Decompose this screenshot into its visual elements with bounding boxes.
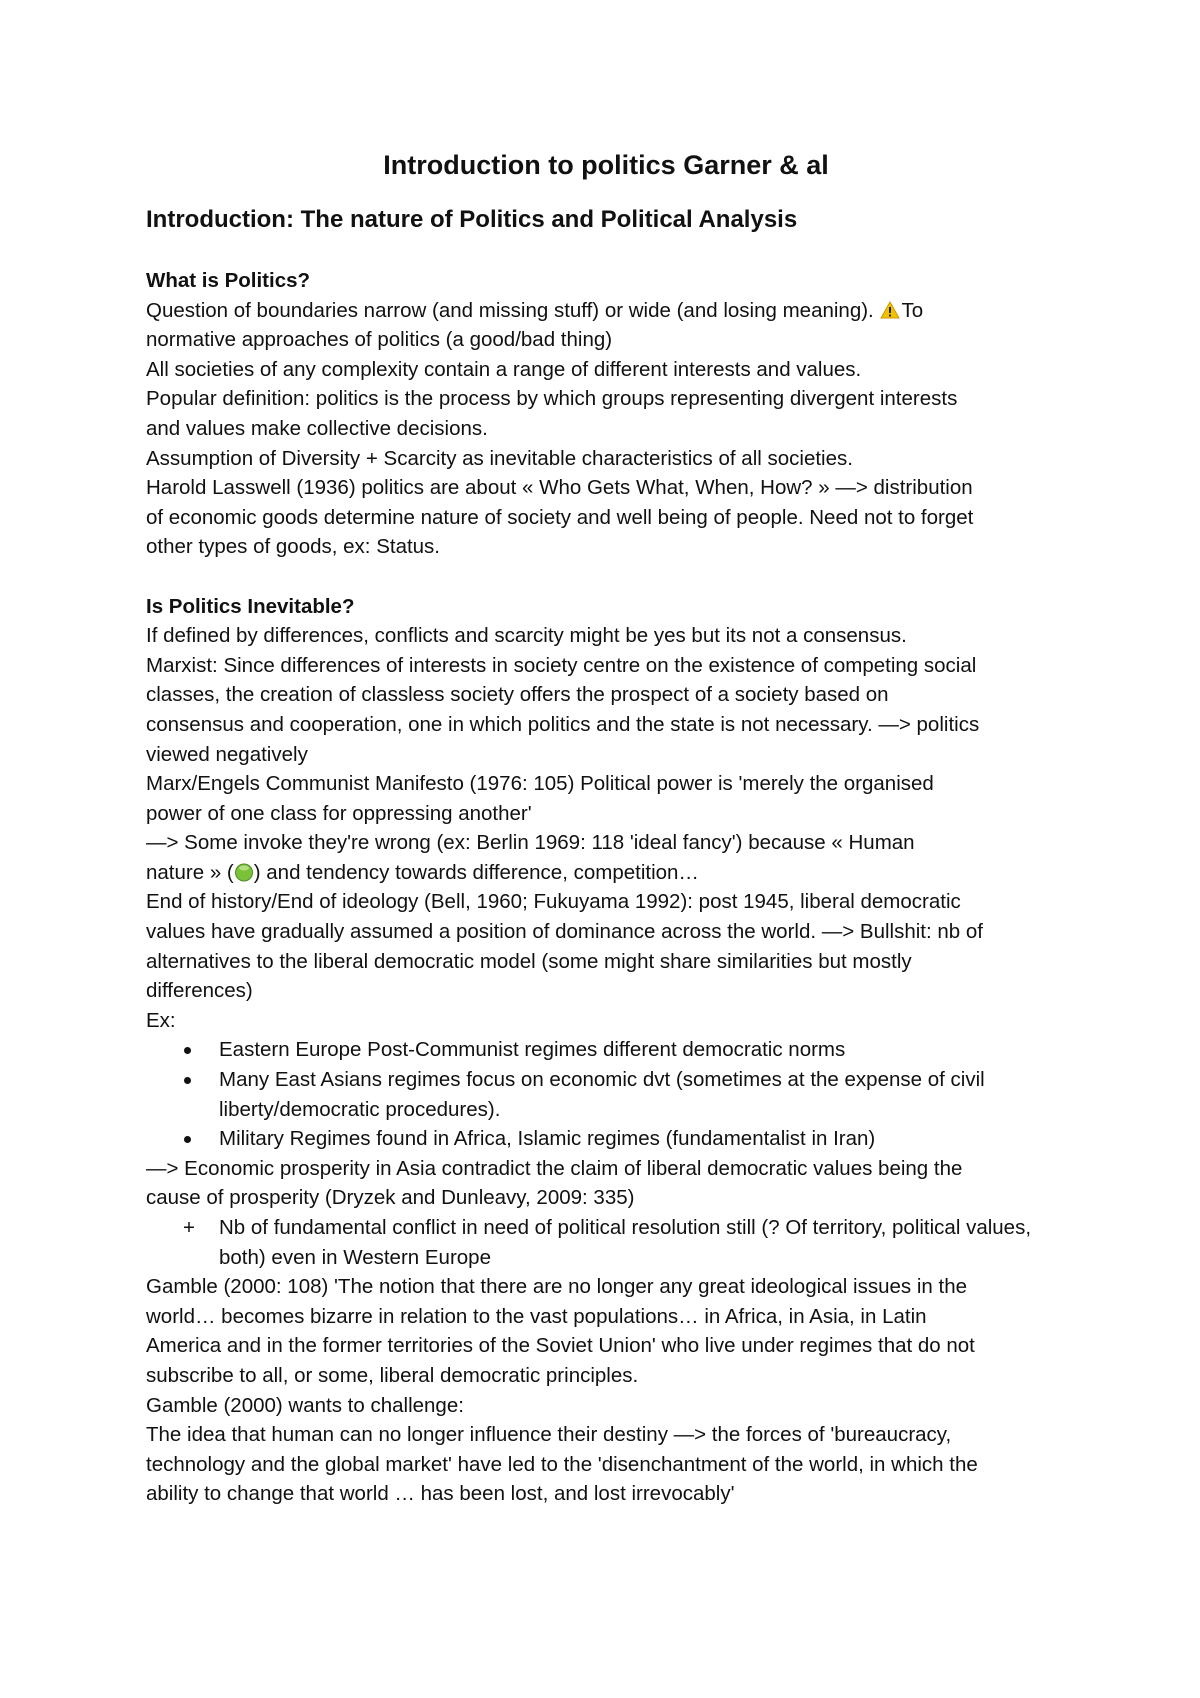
heading-what-is-politics: What is Politics? bbox=[146, 269, 311, 292]
list-item bbox=[146, 1213, 1066, 1272]
paragraph-line: ability to change that world … has been lost, and lost irrevocably' bbox=[146, 1482, 735, 1506]
paragraph-line: alternatives to the liberal democratic model (some might share similarities but mostly bbox=[146, 949, 912, 973]
paragraph-line: The idea that human can no longer influence their destiny —> the forces of 'bureaucracy, bbox=[146, 1423, 952, 1447]
plus-list bbox=[146, 1213, 1066, 1272]
paragraph-line: Gamble (2000: 108) 'The notion that there are no longer any great ideological issues in the bbox=[146, 1275, 968, 1299]
paragraph-line: cause of prosperity (Dryzek and Dunleavy, 2009: 335) bbox=[146, 1186, 635, 1210]
text-run: nature » ( bbox=[146, 860, 234, 884]
paragraph-line: other types of goods, ex: Status. bbox=[146, 535, 441, 559]
text-run: ) and tendency towards difference, competition… bbox=[253, 860, 699, 884]
paragraph-line: normative approaches of politics (a good/bad thing) bbox=[146, 328, 613, 352]
warning-icon bbox=[880, 301, 900, 319]
paragraph-line: viewed negatively bbox=[146, 742, 308, 766]
paragraph-line: consensus and cooperation, one in which politics and the state is not necessary. —> politics bbox=[146, 712, 980, 736]
bullet-list bbox=[146, 1035, 1066, 1153]
text-run: To bbox=[901, 298, 924, 322]
paragraph-line: values have gradually assumed a position of dominance across the world. —> Bullshit: nb of bbox=[146, 920, 983, 944]
paragraph-line: End of history/End of ideology (Bell, 1960; Fukuyama 1992): post 1945, liberal democratic bbox=[146, 890, 961, 914]
paragraph-line: America and in the former territories of the Soviet Union' who live under regimes that do not bbox=[146, 1334, 975, 1358]
section-title bbox=[146, 204, 1066, 236]
paragraph-line: Gamble (2000) wants to challenge: bbox=[146, 1393, 464, 1417]
plus-marker: + bbox=[183, 1216, 195, 1239]
paragraph-line: If defined by differences, conflicts and scarcity might be yes but its not a consensus. bbox=[146, 624, 907, 648]
paragraph-line: Marx/Engels Communist Manifesto (1976: 105) Political power is 'merely the organised bbox=[146, 772, 934, 796]
paragraph-line: world… becomes bizarre in relation to the vast populations… in Africa, in Asia, in Latin bbox=[146, 1304, 927, 1328]
document-body bbox=[146, 148, 1066, 1509]
spacer bbox=[146, 562, 1066, 592]
paragraph-line: —> Some invoke they're wrong (ex: Berlin 1969: 118 'ideal fancy') because « Human bbox=[146, 831, 915, 855]
paragraph-line: differences) bbox=[146, 979, 253, 1003]
document-title: Introduction to politics Garner & al bbox=[383, 150, 829, 180]
paragraph-line: subscribe to all, or some, liberal democratic principles. bbox=[146, 1363, 639, 1387]
paragraph-line: and values make collective decisions. bbox=[146, 416, 488, 440]
section-title-rest: : The nature of Politics and Political Analysis bbox=[285, 206, 798, 233]
paragraph-line: —> Economic prosperity in Asia contradict the claim of liberal democratic values being the bbox=[146, 1156, 963, 1180]
paragraph-line: Popular definition: politics is the process by which groups representing divergent interests bbox=[146, 387, 958, 411]
paragraph-line bbox=[146, 296, 1066, 326]
list-item: Military Regimes found in Africa, Islamic regimes (fundamentalist in Iran) bbox=[146, 1124, 1066, 1154]
green-face-icon bbox=[234, 862, 254, 882]
list-item: Eastern Europe Post-Communist regimes different democratic norms bbox=[146, 1035, 1066, 1065]
paragraph-line: All societies of any complexity contain a range of different interests and values. bbox=[146, 357, 862, 381]
paragraph-line: Marxist: Since differences of interests in society centre on the existence of competing social bbox=[146, 653, 977, 677]
list-item: Many East Asians regimes focus on economic dvt (sometimes at the expense of civil liberty/democratic procedures). bbox=[146, 1065, 1066, 1124]
paragraph-line: technology and the global market' have led to the 'disenchantment of the world, in which the bbox=[146, 1452, 978, 1476]
heading-is-politics-inevitable: Is Politics Inevitable? bbox=[146, 594, 355, 618]
paragraph-line: Harold Lasswell (1936) politics are about « Who Gets What, When, How? » —> distribution bbox=[146, 476, 973, 500]
paragraph-line: Ex: bbox=[146, 1008, 176, 1032]
text-run: Question of boundaries narrow (and missing stuff) or wide (and losing meaning). bbox=[146, 298, 880, 322]
paragraph-line bbox=[146, 858, 1066, 888]
paragraph-line: power of one class for oppressing another' bbox=[146, 801, 532, 825]
paragraph-line: of economic goods determine nature of society and well being of people. Need not to forget bbox=[146, 505, 974, 529]
paragraph-line: classes, the creation of classless society offers the prospect of a society based on bbox=[146, 683, 889, 707]
paragraph-line: Assumption of Diversity + Scarcity as inevitable characteristics of all societies. bbox=[146, 446, 853, 470]
section-title-prefix: Introduction bbox=[146, 206, 286, 233]
list-item-text: Nb of fundamental conflict in need of political resolution still (? Of territory, political values, both) even in Western Europe bbox=[219, 1216, 1032, 1269]
